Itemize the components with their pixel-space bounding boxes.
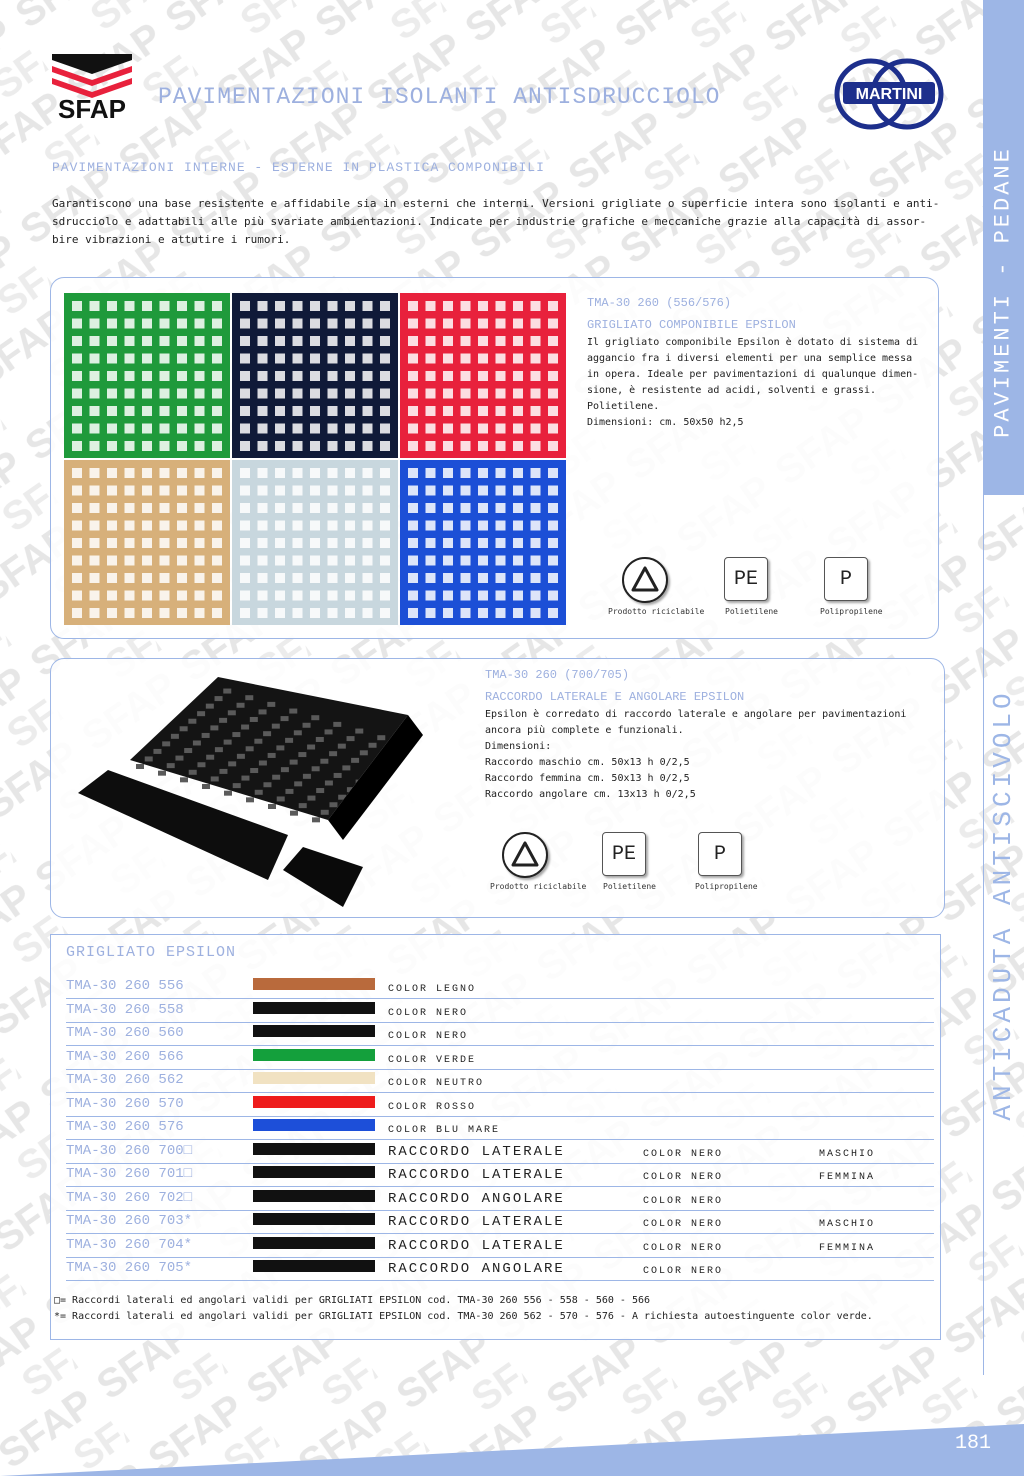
product-description — [587, 335, 927, 431]
table-row — [66, 1164, 934, 1187]
description-cell: RACCORDO ANGOLARE — [388, 1261, 565, 1277]
grigliato-tile — [232, 293, 398, 458]
icon-label-polietilene: Polietilene — [603, 882, 656, 891]
raccordo-image — [78, 675, 478, 910]
product-code-cell: TMA-30 260 701□ — [66, 1166, 193, 1182]
p-icon: P — [698, 832, 742, 876]
color-cell: COLOR NERO — [643, 1242, 724, 1254]
page-number: 181 — [955, 1432, 992, 1455]
type-cell: FEMMINA — [819, 1242, 876, 1254]
grigliato-tile — [64, 293, 230, 458]
martini-logo — [833, 58, 945, 130]
sfap-logo — [52, 54, 132, 120]
color-swatch — [253, 1260, 375, 1272]
footer-band — [0, 1424, 1024, 1476]
table-row — [66, 1047, 934, 1070]
color-cell: COLOR NERO — [643, 1148, 724, 1160]
table-row — [66, 1117, 934, 1140]
table-notes — [54, 1293, 873, 1325]
description-cell: COLOR NEUTRO — [388, 1078, 485, 1089]
product-code-cell: TMA-30 260 704* — [66, 1236, 193, 1253]
note-line: *= Raccordi laterali ed angolari validi per GRIGLIATI EPSILON cod. TMA-30 260 562 - 570 - 576 - A richiesta autoestinguente color verde. — [54, 1311, 873, 1322]
pe-icon: PE — [724, 557, 768, 601]
icon-label-polipropilene: Polipropilene — [695, 882, 758, 891]
section-subtitle: PAVIMENTAZIONI INTERNE - ESTERNE IN PLASTICA COMPONIBILI — [52, 160, 545, 175]
side-divider — [983, 495, 984, 1375]
side-label-pavimenti: PAVIMENTI - PEDANE — [990, 146, 1016, 438]
page-title: PAVIMENTAZIONI ISOLANTI ANTISDRUCCIOLO — [158, 84, 721, 110]
type-cell: FEMMINA — [819, 1172, 876, 1183]
table-row — [66, 1188, 934, 1211]
intro-line: Garantiscono una base resistente e affidabile sia in esterni che interni. Versioni grigliate o superficie intera sono isolanti e anti- — [52, 197, 940, 210]
color-cell: COLOR NERO — [643, 1219, 724, 1230]
description-cell: RACCORDO LATERALE — [388, 1214, 565, 1230]
product-name: GRIGLIATO COMPONIBILE EPSILON — [587, 318, 796, 332]
type-cell: MASCHIO — [819, 1148, 876, 1160]
description-cell: COLOR VERDE — [388, 1054, 477, 1066]
grigliato-tiles-image — [64, 293, 568, 627]
martini-logo-mark — [833, 58, 945, 130]
description-cell: COLOR BLU MARE — [388, 1125, 501, 1136]
product-code-cell: TMA-30 260 700□ — [66, 1142, 193, 1159]
description-cell: COLOR NERO — [388, 1007, 469, 1019]
color-swatch — [253, 1049, 375, 1061]
product-code-cell: TMA-30 260 570 — [66, 1095, 184, 1112]
product-name: RACCORDO LATERALE E ANGOLARE EPSILON — [485, 690, 745, 704]
icon-label-polietilene: Polietilene — [725, 607, 778, 616]
product-code-cell: TMA-30 260 558 — [66, 1001, 184, 1018]
product-description — [485, 707, 925, 803]
pe-icon: PE — [602, 832, 646, 876]
description-cell: COLOR ROSSO — [388, 1101, 477, 1113]
color-swatch — [253, 1213, 375, 1225]
row-divider — [66, 1280, 934, 1281]
product-code-cell: TMA-30 260 566 — [66, 1048, 184, 1065]
description-cell: RACCORDO LATERALE — [388, 1237, 565, 1254]
grigliato-tile — [400, 293, 566, 458]
description-line: in opera. Ideale per pavimentazioni di qualunque dimen- — [587, 369, 919, 380]
svg-text:SFAP: SFAP — [58, 94, 126, 120]
description-line: Raccordo maschio cm. 50x13 h 0/2,5 — [485, 757, 690, 768]
color-swatch — [253, 1072, 375, 1084]
sfap-logo-mark — [52, 54, 132, 120]
table-row — [66, 1000, 934, 1023]
description-cell: COLOR LEGNO — [388, 984, 477, 995]
color-swatch — [253, 1096, 375, 1108]
color-cell: COLOR NERO — [643, 1195, 724, 1207]
grigliato-tile — [64, 460, 230, 625]
description-line: Il grigliato componibile Epsilon è dotato di sistema di — [587, 337, 919, 348]
color-swatch — [253, 1119, 375, 1131]
table-title: GRIGLIATO EPSILON — [66, 944, 237, 961]
product-code-cell: TMA-30 260 576 — [66, 1119, 184, 1135]
product-code-cell: TMA-30 260 560 — [66, 1025, 184, 1041]
description-line: Raccordo femmina cm. 50x13 h 0/2,5 — [485, 773, 690, 784]
note-line: □= Raccordi laterali ed angolari validi per GRIGLIATI EPSILON cod. TMA-30 260 556 - 558 - 560 - 566 — [54, 1295, 651, 1306]
color-swatch — [253, 978, 375, 990]
icon-label-riciclabile: Prodotto riciclabile — [490, 882, 587, 891]
product-code-cell: TMA-30 260 556 — [66, 978, 184, 994]
description-cell: RACCORDO LATERALE — [388, 1143, 565, 1160]
table-row — [66, 1141, 934, 1164]
intro-line: bire vibrazioni e attutire i rumori. — [52, 233, 291, 246]
svg-text:MARTINI: MARTINI — [855, 86, 923, 103]
description-line: sione, è resistente ad acidi, solventi e grassi. Polietilene. — [587, 385, 876, 412]
table-row — [66, 1211, 934, 1234]
description-line: ancora più complete e funzionali. — [485, 725, 684, 736]
color-swatch — [253, 1237, 375, 1249]
color-swatch — [253, 1025, 375, 1037]
description-line: Raccordo angolare cm. 13x13 h 0/2,5 — [485, 789, 696, 800]
description-line: aggancio fra i diversi elementi per una semplice messa — [587, 353, 913, 364]
color-cell: COLOR NERO — [643, 1266, 724, 1277]
product-code-cell: TMA-30 260 703* — [66, 1213, 193, 1229]
description-line: Dimensioni: cm. 50x50 h2,5 — [587, 417, 744, 428]
table-row — [66, 1070, 934, 1093]
product1-text — [587, 296, 927, 431]
color-swatch — [253, 1143, 375, 1155]
p-icon: P — [824, 557, 868, 601]
product-code-cell: TMA-30 260 705* — [66, 1260, 193, 1276]
product-code: TMA-30 260 (700/705) — [485, 668, 630, 682]
table-row — [66, 976, 934, 999]
grigliato-tile — [400, 460, 566, 625]
product2-text — [485, 668, 925, 803]
intro-line: sdrucciolo e adattabili alle più svariate ambientazioni. Indicate per industrie grafiche e meccaniche grazie alla capacità di assor- — [52, 215, 927, 228]
side-label-anticaduta: ANTICADUTA ANTISCIVOLO — [988, 689, 1018, 1121]
product-code-cell: TMA-30 260 702□ — [66, 1189, 193, 1206]
table-row — [66, 1258, 934, 1281]
description-cell: RACCORDO LATERALE — [388, 1167, 565, 1183]
product-code: TMA-30 260 (556/576) — [587, 296, 732, 310]
table-row — [66, 1094, 934, 1117]
description-line: Epsilon è corredato di raccordo laterale e angolare per pavimentazioni — [485, 709, 907, 720]
grigliato-tile — [232, 460, 398, 625]
type-cell: MASCHIO — [819, 1219, 876, 1230]
recycle-icon — [622, 557, 668, 603]
color-cell: COLOR NERO — [643, 1172, 724, 1183]
intro-text — [52, 195, 942, 249]
description-cell: RACCORDO ANGOLARE — [388, 1190, 565, 1207]
description-line: Dimensioni: — [485, 741, 552, 752]
color-swatch — [253, 1002, 375, 1014]
raccordo-angolare — [283, 847, 363, 907]
table-row — [66, 1023, 934, 1046]
description-cell: COLOR NERO — [388, 1031, 469, 1042]
icon-label-polipropilene: Polipropilene — [820, 607, 883, 616]
color-swatch — [253, 1166, 375, 1178]
icon-label-riciclabile: Prodotto riciclabile — [608, 607, 705, 616]
table-row — [66, 1235, 934, 1258]
color-swatch — [253, 1190, 375, 1202]
product-code-cell: TMA-30 260 562 — [66, 1072, 184, 1088]
recycle-icon — [502, 832, 548, 878]
